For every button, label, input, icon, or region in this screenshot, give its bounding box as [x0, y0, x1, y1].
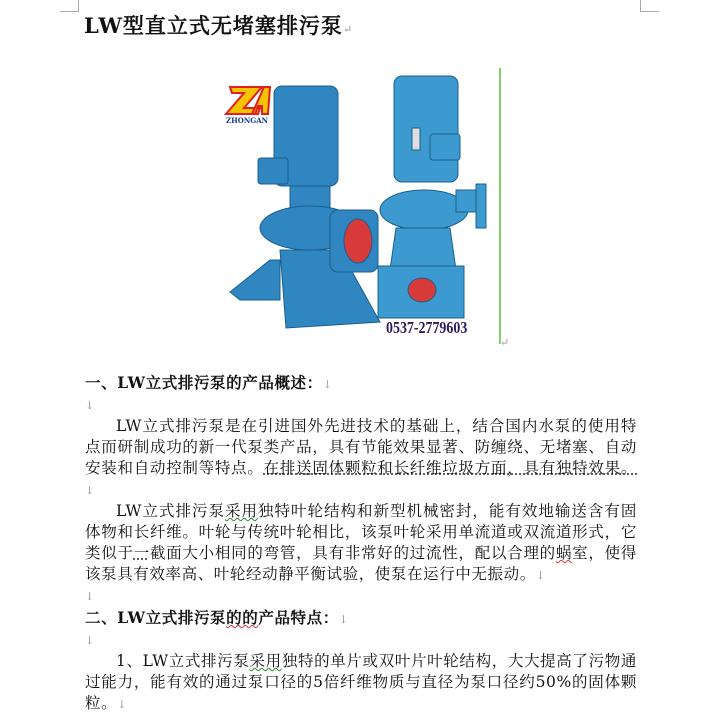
- line-break-mark: ↓: [338, 613, 349, 626]
- heading-text: 产品特点：: [258, 608, 339, 627]
- paragraph-mark: ↵: [500, 336, 510, 349]
- empty-line: ↓: [85, 634, 95, 647]
- text: 独特叶轮结构和新型机械密封，能有效地输送含有固体物和长纤维。叶轮与传统叶轮相比，该泵叶轮采用单流道或双流道形式，它类似于: [85, 502, 638, 562]
- overview-paragraph-2: [85, 501, 637, 586]
- zhongan-logo: [226, 87, 270, 125]
- line-break-mark: ↓: [322, 378, 333, 391]
- pump-illustration: [200, 60, 520, 350]
- text: 一: [133, 544, 150, 562]
- section-heading-overview: [85, 372, 637, 395]
- line-break-mark: ↓: [85, 484, 95, 497]
- empty-line: ↓: [85, 399, 95, 412]
- page-corner-mark-right: [640, 0, 659, 12]
- pump-image[interactable]: [200, 60, 520, 350]
- spelling-flagged-text: 的的: [226, 608, 259, 627]
- text: 在排送固体颗粒和长纤维垃圾方面，具有独特效果。: [263, 459, 637, 477]
- title-text: LW型直立式无堵塞排污泵: [84, 13, 343, 38]
- text: 独特的单片或双叶片叶轮结构，大大提高了污物通过能力，能有效的通过泵口径的5倍纤维物质与直径为泵口径约50%的固体颗粒。: [85, 652, 637, 712]
- text: LW立式排污泵: [116, 502, 225, 520]
- heading-text: 一、LW立式排污泵的产品概述：: [85, 373, 323, 392]
- overview-paragraph-1: [85, 416, 637, 501]
- heading-text: 二、LW立式排污泵: [85, 608, 227, 627]
- text: 截面大小相同的弯管，具有非常好的过流性，配以合理的: [149, 544, 556, 562]
- line-break-mark: ↓: [535, 569, 546, 582]
- line-break-mark: ↓: [117, 698, 128, 711]
- document-title: [84, 10, 353, 40]
- grammar-flagged-text: 采用: [224, 502, 258, 520]
- text: 室，使得该泵具有效率高、叶轮经动静平衡试验，使泵在运行中无振动。: [85, 544, 637, 583]
- features-paragraph-1: [85, 651, 637, 715]
- spelling-flagged-text: 蜗: [555, 544, 573, 562]
- pump-right: [378, 76, 486, 318]
- text: 1、LW立式排污泵: [116, 652, 250, 670]
- phone-number: 0537-2779603: [386, 318, 468, 337]
- svg-text:ZHONGAN: ZHONGAN: [226, 116, 269, 125]
- section-heading-features: [85, 607, 637, 630]
- grammar-flagged-text: 采用: [249, 652, 282, 670]
- text: LW立式排污泵是在引进国外先进技术的基础上，结合国内水泵的使用特点而研制成功的新一代泵类产品，具有节能效果显著、防缠绕、无堵塞、自动安装和自动控制等特点。: [85, 417, 637, 477]
- empty-line: ↓: [85, 590, 95, 603]
- paragraph-mark: ↵: [342, 23, 354, 36]
- page-corner-mark-left: [60, 0, 79, 12]
